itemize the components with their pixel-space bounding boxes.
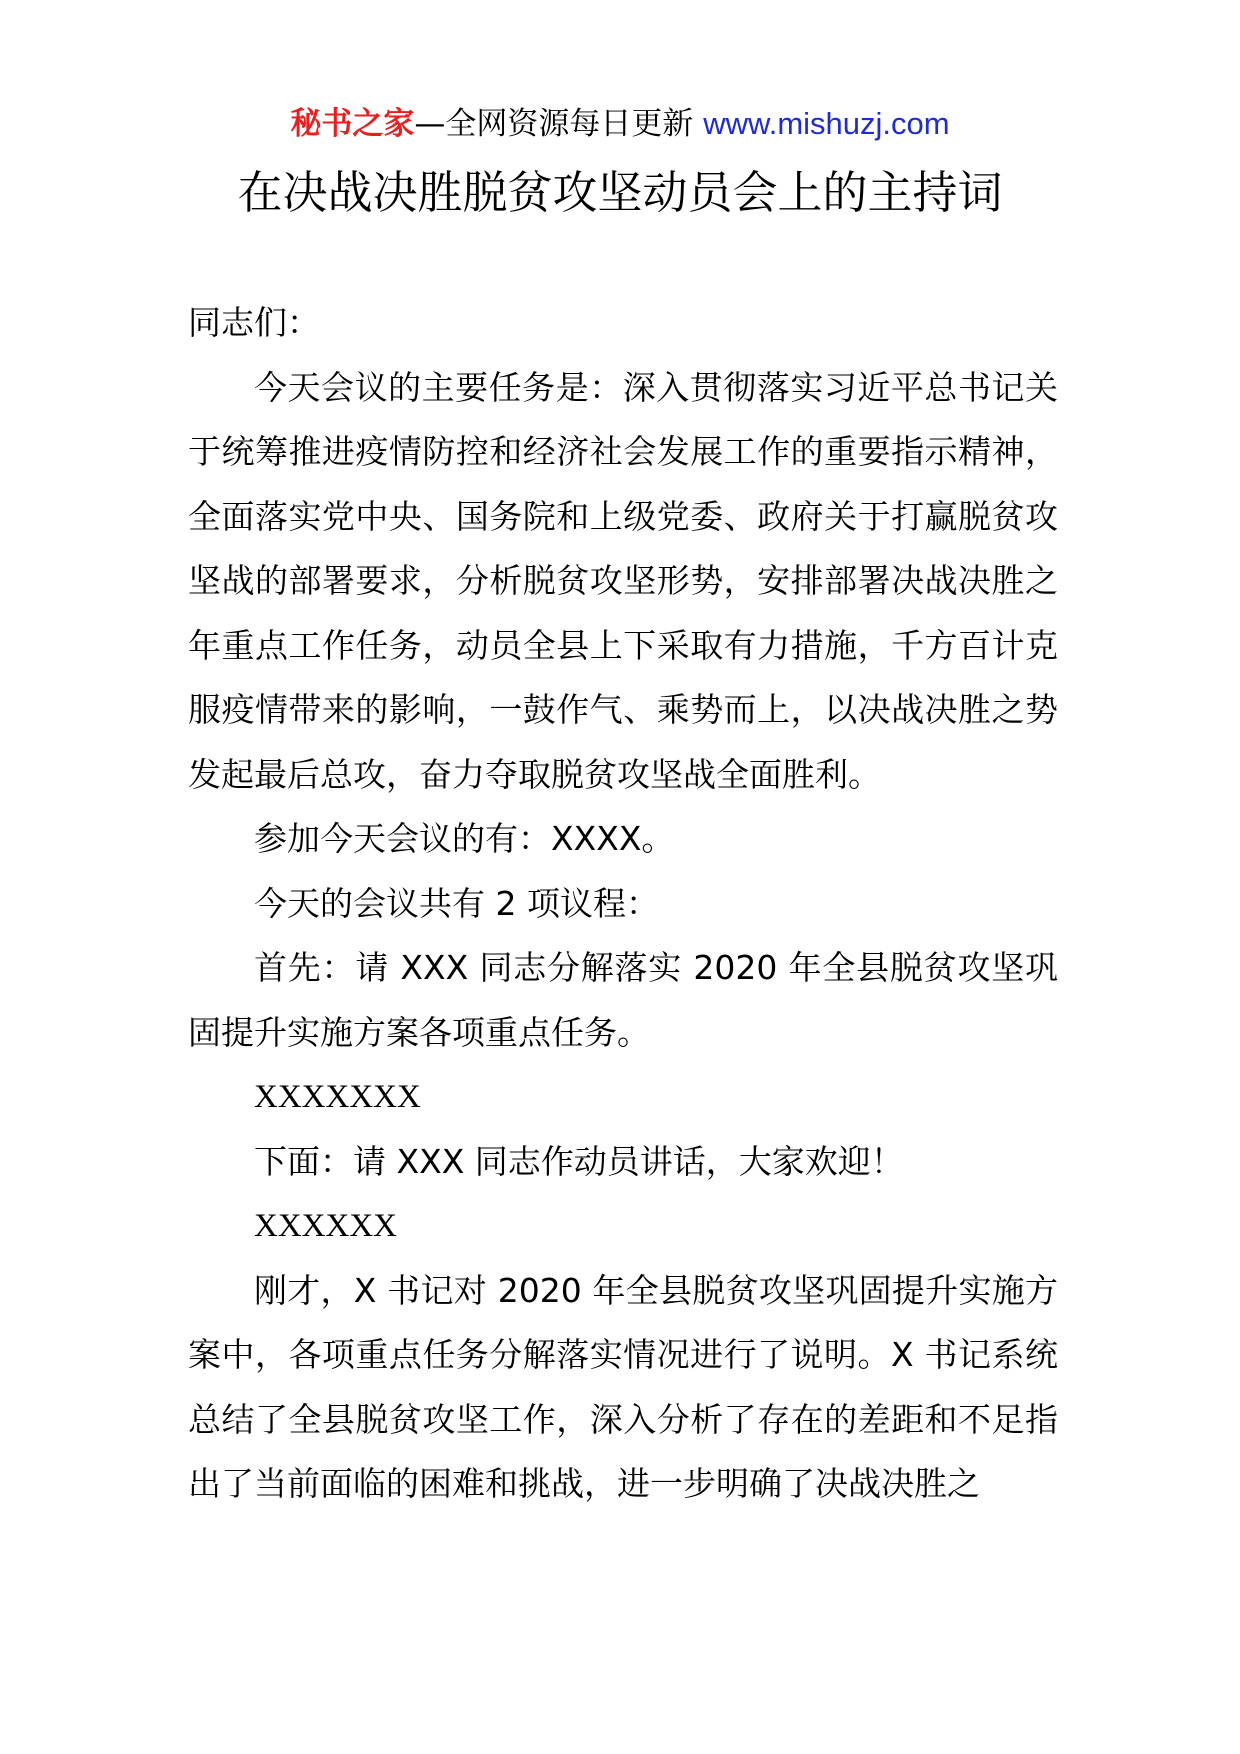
site-link[interactable]: www.mishuzj.com (703, 106, 950, 141)
document-title: 在决战决胜脱贫攻坚动员会上的主持词 (237, 166, 1003, 219)
paragraph-agenda-second: 下面：请 XXX 同志作动员讲话，大家欢迎！ (254, 1141, 904, 1181)
header-tagline: —全网资源每日更新 (414, 106, 704, 142)
paragraph-attendees: 参加今天会议的有：XXXX。 (254, 819, 675, 858)
brand-name: 秘书之家 (290, 106, 415, 142)
paragraph-agenda-first: 首先：请 XXX 同志分解落实 2020 年全县脱贫攻坚巩固提升实施方案各项重点任务。 (188, 948, 1058, 1052)
paragraph-summary: 刚才，X 书记对 2020 年全县脱贫攻坚巩固提升实施方案中，各项重点任务分解落实情况进行了说明。X 书记系统总结了全县脱贫攻坚工作，深入分析了存在的差距和不足指出了当前面临的困难和挑战，进一步明确了决战决胜之 (188, 1270, 1058, 1503)
salutation: 同志们： (188, 303, 320, 342)
document-body (188, 291, 1058, 1517)
paragraph-placeholder-1: XXXXXXX (254, 1079, 421, 1115)
paragraph-meeting-task: 今天会议的主要任务是：深入贯彻落实习近平总书记关于统筹推进疫情防控和经济社会发展工作的重要指示精神，全面落实党中央、国务院和上级党委、政府关于打赢脱贫攻坚战的部署要求，分析脱贫攻坚形势，安排部署决战决胜之年重点工作任务，动员全县上下采取有力措施，千方百计克服疫情带来的影响，一鼓作气、乘势而上，以决战决胜之势发起最后总攻，奋力夺取脱贫攻坚战全面胜利。 (188, 367, 1058, 794)
header-banner (0, 102, 1240, 146)
paragraph-agenda-count: 今天的会议共有 2 项议程： (254, 883, 659, 923)
paragraph-placeholder-2: XXXXXX (254, 1208, 397, 1244)
